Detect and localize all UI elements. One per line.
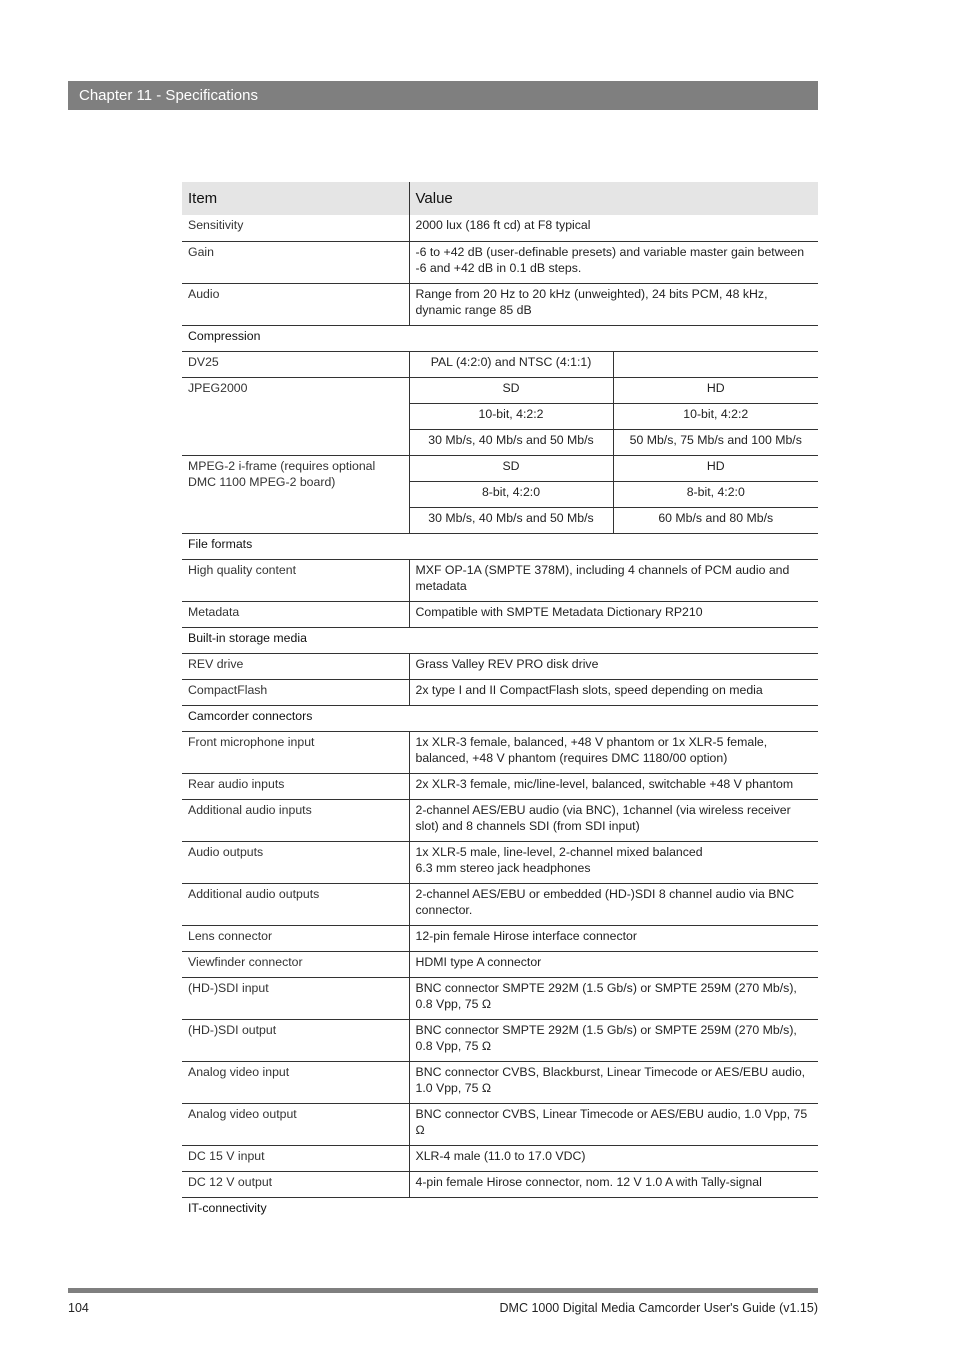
mpeg2-hd-rates: 60 Mb/s and 80 Mb/s <box>613 507 818 533</box>
row-item-add-audio-in: Additional audio inputs <box>182 799 409 841</box>
table-row <box>182 841 818 883</box>
row-value-audio: Range from 20 Hz to 20 kHz (unweighted), 24 bits PCM, 48 kHz, dynamic range 85 dB <box>409 283 818 325</box>
table-row <box>182 1019 818 1061</box>
row-value-sdi-out: BNC connector SMPTE 292M (1.5 Gb/s) or SMPTE 259M (270 Mb/s), 0.8 Vpp, 75 Ω <box>409 1019 818 1061</box>
table-row <box>182 799 818 841</box>
row-item-rev: REV drive <box>182 653 409 679</box>
table-row <box>182 283 818 325</box>
jpeg2000-hd-rates: 50 Mb/s, 75 Mb/s and 100 Mb/s <box>613 429 818 455</box>
section-row <box>182 1197 818 1223</box>
section-storage: Built-in storage media <box>182 627 818 653</box>
table-header-row <box>182 182 818 215</box>
mpeg2-hd-header: HD <box>613 455 818 481</box>
row-value-audio-out <box>409 841 818 883</box>
row-item-audio: Audio <box>182 283 409 325</box>
row-value-dv25-empty <box>613 351 818 377</box>
mpeg2-sd-rates: 30 Mb/s, 40 Mb/s and 50 Mb/s <box>409 507 613 533</box>
row-value-dc12: 4-pin female Hirose connector, nom. 12 V 1.0 A with Tally-signal <box>409 1171 818 1197</box>
table-row <box>182 679 818 705</box>
section-file-formats: File formats <box>182 533 818 559</box>
table-row <box>182 731 818 773</box>
chapter-header <box>68 81 818 110</box>
footer-divider <box>68 1288 818 1293</box>
row-item-mpeg2: MPEG-2 i-frame (requires optional DMC 1100 MPEG-2 board) <box>182 455 409 533</box>
mpeg2-sd-format: 8-bit, 4:2:0 <box>409 481 613 507</box>
row-value-high-quality: MXF OP-1A (SMPTE 378M), including 4 channels of PCM audio and metadata <box>409 559 818 601</box>
row-value-dc15: XLR-4 male (11.0 to 17.0 VDC) <box>409 1145 818 1171</box>
table-row <box>182 925 818 951</box>
row-item-rear-audio: Rear audio inputs <box>182 773 409 799</box>
jpeg2000-hd-header: HD <box>613 377 818 403</box>
section-compression: Compression <box>182 325 818 351</box>
jpeg2000-hd-format: 10-bit, 4:2:2 <box>613 403 818 429</box>
audio-out-line-1: 1x XLR-5 male, line-level, 2-channel mixed balanced <box>415 844 703 859</box>
row-item-analog-in: Analog video input <box>182 1061 409 1103</box>
table-row <box>182 951 818 977</box>
row-item-audio-out: Audio outputs <box>182 841 409 883</box>
row-value-analog-out: BNC connector CVBS, Linear Timecode or AES/EBU audio, 1.0 Vpp, 75 Ω <box>409 1103 818 1145</box>
row-value-add-audio-in: 2-channel AES/EBU audio (via BNC), 1channel (via wireless receiver slot) and 8 channels SDI (from SDI input) <box>409 799 818 841</box>
section-row <box>182 627 818 653</box>
row-value-lens: 12-pin female Hirose interface connector <box>409 925 818 951</box>
mpeg2-sd-header: SD <box>409 455 613 481</box>
row-value-sensitivity: 2000 lux (186 ft cd) at F8 typical <box>409 215 818 241</box>
row-value-rev: Grass Valley REV PRO disk drive <box>409 653 818 679</box>
table-row <box>182 377 818 403</box>
chapter-title: Chapter 11 - Specifications <box>79 87 258 104</box>
row-value-gain: -6 to +42 dB (user-definable presets) and variable master gain between -6 and +42 dB in 0.1 dB steps. <box>409 241 818 283</box>
row-item-metadata: Metadata <box>182 601 409 627</box>
section-row <box>182 325 818 351</box>
row-item-viewfinder: Viewfinder connector <box>182 951 409 977</box>
row-item-lens: Lens connector <box>182 925 409 951</box>
table-row <box>182 351 818 377</box>
row-value-metadata: Compatible with SMPTE Metadata Dictionary RP210 <box>409 601 818 627</box>
row-item-dv25: DV25 <box>182 351 409 377</box>
table-row <box>182 241 818 283</box>
table-row <box>182 455 818 481</box>
section-row <box>182 533 818 559</box>
table-row <box>182 601 818 627</box>
row-value-analog-in: BNC connector CVBS, Blackburst, Linear Timecode or AES/EBU audio, 1.0 Vpp, 75 Ω <box>409 1061 818 1103</box>
row-value-front-mic: 1x XLR-3 female, balanced, +48 V phantom or 1x XLR-5 female, balanced, +48 V phantom (requires DMC 1180/00 option) <box>409 731 818 773</box>
row-item-sdi-in: (HD-)SDI input <box>182 977 409 1019</box>
table-row <box>182 1171 818 1197</box>
row-value-add-audio-out: 2-channel AES/EBU or embedded (HD-)SDI 8 channel audio via BNC connector. <box>409 883 818 925</box>
row-value-viewfinder: HDMI type A connector <box>409 951 818 977</box>
row-item-dc12: DC 12 V output <box>182 1171 409 1197</box>
document-title: DMC 1000 Digital Media Camcorder User's Guide (v1.15) <box>499 1301 818 1315</box>
table-row <box>182 1103 818 1145</box>
specifications-table <box>182 182 818 1223</box>
row-item-compactflash: CompactFlash <box>182 679 409 705</box>
jpeg2000-sd-rates: 30 Mb/s, 40 Mb/s and 50 Mb/s <box>409 429 613 455</box>
jpeg2000-sd-header: SD <box>409 377 613 403</box>
audio-out-line-2: 6.3 mm stereo jack headphones <box>415 860 591 875</box>
table-row <box>182 977 818 1019</box>
table-row <box>182 883 818 925</box>
row-value-compactflash: 2x type I and II CompactFlash slots, speed depending on media <box>409 679 818 705</box>
row-item-dc15: DC 15 V input <box>182 1145 409 1171</box>
page-number: 104 <box>68 1301 89 1315</box>
row-value-rear-audio: 2x XLR-3 female, mic/line-level, balanced, switchable +48 V phantom <box>409 773 818 799</box>
section-connectors: Camcorder connectors <box>182 705 818 731</box>
row-value-dv25: PAL (4:2:0) and NTSC (4:1:1) <box>409 351 613 377</box>
row-item-sdi-out: (HD-)SDI output <box>182 1019 409 1061</box>
row-item-sensitivity: Sensitivity <box>182 215 409 241</box>
row-item-gain: Gain <box>182 241 409 283</box>
table-row <box>182 559 818 601</box>
row-item-front-mic: Front microphone input <box>182 731 409 773</box>
table-row <box>182 773 818 799</box>
table-row <box>182 1061 818 1103</box>
row-item-analog-out: Analog video output <box>182 1103 409 1145</box>
table-row <box>182 1145 818 1171</box>
row-value-sdi-in: BNC connector SMPTE 292M (1.5 Gb/s) or SMPTE 259M (270 Mb/s), 0.8 Vpp, 75 Ω <box>409 977 818 1019</box>
table-row <box>182 653 818 679</box>
column-header-value: Value <box>409 182 818 215</box>
column-header-item: Item <box>182 182 409 215</box>
jpeg2000-sd-format: 10-bit, 4:2:2 <box>409 403 613 429</box>
section-it-connectivity: IT-connectivity <box>188 1200 267 1215</box>
row-item-jpeg2000: JPEG2000 <box>182 377 409 455</box>
row-item-add-audio-out: Additional audio outputs <box>182 883 409 925</box>
section-row <box>182 705 818 731</box>
mpeg2-hd-format: 8-bit, 4:2:0 <box>613 481 818 507</box>
row-item-high-quality: High quality content <box>182 559 409 601</box>
table-row <box>182 215 818 241</box>
